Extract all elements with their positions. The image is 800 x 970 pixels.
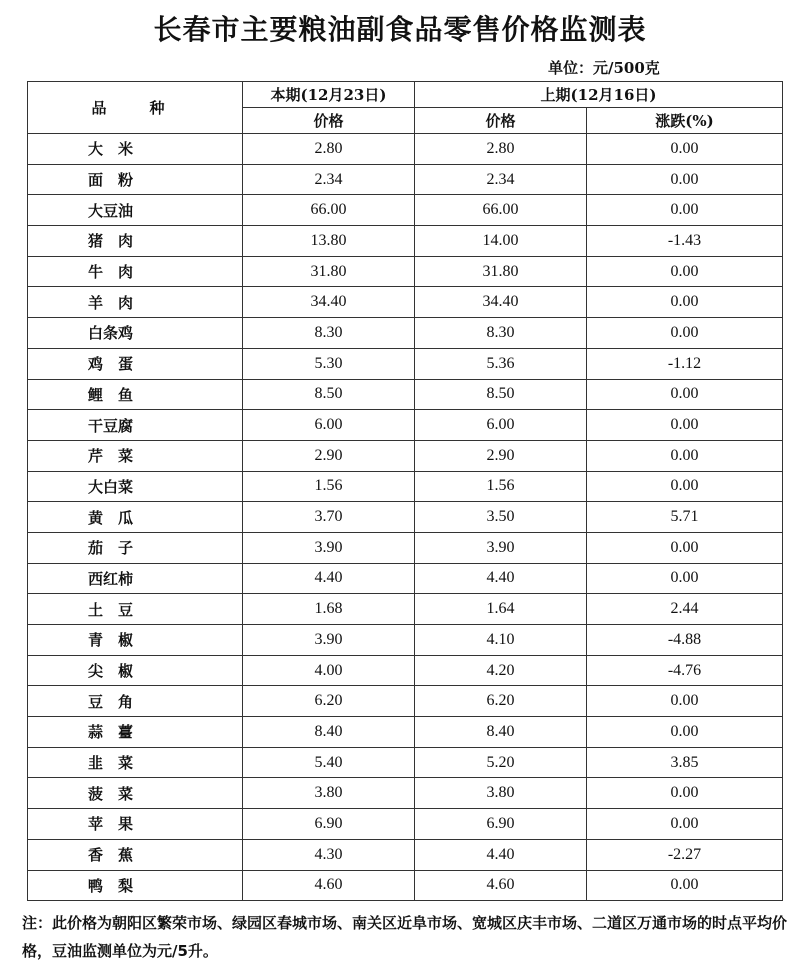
change-percent-cell: 0.00 (587, 379, 783, 410)
change-percent-cell: -1.12 (587, 348, 783, 379)
previous-price-cell: 31.80 (415, 256, 587, 287)
item-column-header: 品 种 (28, 82, 243, 134)
change-percent-cell: 0.00 (587, 440, 783, 471)
change-percent-cell: 0.00 (587, 717, 783, 748)
previous-price-cell: 2.34 (415, 164, 587, 195)
change-percent-cell: 5.71 (587, 502, 783, 533)
table-row (28, 195, 783, 226)
previous-price-cell: 5.20 (415, 747, 587, 778)
current-price-cell: 6.00 (243, 410, 415, 441)
previous-price-cell: 4.40 (415, 839, 587, 870)
item-name-cell: 黄 瓜 (28, 502, 243, 533)
item-name-cell: 香 蕉 (28, 839, 243, 870)
current-price-cell: 13.80 (243, 226, 415, 257)
table-row (28, 440, 783, 471)
current-price-cell: 3.80 (243, 778, 415, 809)
change-percent-cell: 2.44 (587, 594, 783, 625)
current-price-cell: 5.40 (243, 747, 415, 778)
item-name-cell: 干豆腐 (28, 410, 243, 441)
item-name-cell: 白条鸡 (28, 318, 243, 349)
current-price-header: 价格 (243, 108, 415, 134)
item-name-cell: 苹 果 (28, 809, 243, 840)
change-percent-cell: 0.00 (587, 410, 783, 441)
table-row (28, 226, 783, 257)
previous-price-cell: 3.90 (415, 532, 587, 563)
current-price-cell: 5.30 (243, 348, 415, 379)
previous-price-cell: 2.80 (415, 134, 587, 165)
table-row (28, 410, 783, 441)
previous-price-cell: 3.80 (415, 778, 587, 809)
table-row (28, 471, 783, 502)
item-name-cell: 西红柿 (28, 563, 243, 594)
previous-price-cell: 1.56 (415, 471, 587, 502)
current-price-cell: 6.90 (243, 809, 415, 840)
item-name-cell: 牛 肉 (28, 256, 243, 287)
table-row (28, 379, 783, 410)
previous-price-header: 价格 (415, 108, 587, 134)
table-row (28, 717, 783, 748)
current-price-cell: 4.30 (243, 839, 415, 870)
current-price-cell: 31.80 (243, 256, 415, 287)
previous-price-cell: 4.10 (415, 625, 587, 656)
change-header: 涨跌(%) (587, 108, 783, 134)
item-name-cell: 尖 椒 (28, 655, 243, 686)
current-price-cell: 4.40 (243, 563, 415, 594)
previous-price-cell: 1.64 (415, 594, 587, 625)
previous-period-header: 上期(12月16日) (415, 82, 783, 108)
table-row (28, 563, 783, 594)
change-percent-cell: -4.88 (587, 625, 783, 656)
table-body (28, 134, 783, 901)
unit-label: 单位：元/500克 (548, 59, 660, 77)
table-row (28, 809, 783, 840)
item-name-cell: 豆 角 (28, 686, 243, 717)
table-row (28, 839, 783, 870)
change-percent-cell: 0.00 (587, 471, 783, 502)
table-row (28, 870, 783, 901)
item-name-cell: 大白菜 (28, 471, 243, 502)
item-name-cell: 茄 子 (28, 532, 243, 563)
price-table (27, 81, 783, 901)
change-percent-cell: 0.00 (587, 686, 783, 717)
item-name-cell: 菠 菜 (28, 778, 243, 809)
previous-price-cell: 2.90 (415, 440, 587, 471)
item-name-cell: 大豆油 (28, 195, 243, 226)
current-price-cell: 1.68 (243, 594, 415, 625)
item-name-cell: 青 椒 (28, 625, 243, 656)
item-name-cell: 土 豆 (28, 594, 243, 625)
current-price-cell: 6.20 (243, 686, 415, 717)
change-percent-cell: -2.27 (587, 839, 783, 870)
change-percent-cell: 0.00 (587, 256, 783, 287)
current-price-cell: 8.30 (243, 318, 415, 349)
change-percent-cell: 0.00 (587, 318, 783, 349)
change-percent-cell: 0.00 (587, 563, 783, 594)
table-row (28, 134, 783, 165)
change-percent-cell: 0.00 (587, 778, 783, 809)
change-percent-cell: -4.76 (587, 655, 783, 686)
table-row (28, 256, 783, 287)
table-row (28, 318, 783, 349)
table-row (28, 532, 783, 563)
current-price-cell: 4.00 (243, 655, 415, 686)
item-name-cell: 韭 菜 (28, 747, 243, 778)
previous-price-cell: 5.36 (415, 348, 587, 379)
current-price-cell: 3.70 (243, 502, 415, 533)
previous-price-cell: 4.20 (415, 655, 587, 686)
change-percent-cell: 0.00 (587, 195, 783, 226)
table-row (28, 164, 783, 195)
previous-price-cell: 4.40 (415, 563, 587, 594)
table-row (28, 625, 783, 656)
table-row (28, 747, 783, 778)
current-price-cell: 2.80 (243, 134, 415, 165)
table-row (28, 686, 783, 717)
table-row (28, 287, 783, 318)
item-name-cell: 猪 肉 (28, 226, 243, 257)
previous-price-cell: 4.60 (415, 870, 587, 901)
previous-price-cell: 8.40 (415, 717, 587, 748)
table-row (28, 502, 783, 533)
current-price-cell: 8.50 (243, 379, 415, 410)
current-price-cell: 3.90 (243, 532, 415, 563)
change-percent-cell: 0.00 (587, 164, 783, 195)
current-price-cell: 3.90 (243, 625, 415, 656)
change-percent-cell: 0.00 (587, 532, 783, 563)
change-percent-cell: 0.00 (587, 809, 783, 840)
change-percent-cell: 0.00 (587, 134, 783, 165)
item-name-cell: 芹 菜 (28, 440, 243, 471)
item-name-cell: 鸭 梨 (28, 870, 243, 901)
change-percent-cell: 0.00 (587, 287, 783, 318)
table-row (28, 655, 783, 686)
previous-price-cell: 6.00 (415, 410, 587, 441)
item-name-cell: 鲤 鱼 (28, 379, 243, 410)
previous-price-cell: 6.20 (415, 686, 587, 717)
item-name-cell: 面 粉 (28, 164, 243, 195)
item-name-cell: 蒜 薹 (28, 717, 243, 748)
current-price-cell: 4.60 (243, 870, 415, 901)
change-percent-cell: 0.00 (587, 870, 783, 901)
current-price-cell: 1.56 (243, 471, 415, 502)
current-price-cell: 8.40 (243, 717, 415, 748)
previous-price-cell: 34.40 (415, 287, 587, 318)
previous-price-cell: 3.50 (415, 502, 587, 533)
current-price-cell: 66.00 (243, 195, 415, 226)
table-header (28, 82, 783, 134)
item-name-cell: 大 米 (28, 134, 243, 165)
document-title: 长春市主要粮油副食品零售价格监测表 (153, 13, 647, 46)
footnote: 注：此价格为朝阳区繁荣市场、绿园区春城市场、南关区近阜市场、宽城区庆丰市场、二道区万通市场的时点平均价格，豆油监测单位为元/5升。 (22, 914, 788, 960)
previous-price-cell: 66.00 (415, 195, 587, 226)
previous-price-cell: 6.90 (415, 809, 587, 840)
current-period-header: 本期(12月23日) (243, 82, 415, 108)
current-price-cell: 2.34 (243, 164, 415, 195)
previous-price-cell: 8.50 (415, 379, 587, 410)
current-price-cell: 34.40 (243, 287, 415, 318)
table-row (28, 348, 783, 379)
current-price-cell: 2.90 (243, 440, 415, 471)
previous-price-cell: 14.00 (415, 226, 587, 257)
table-row (28, 778, 783, 809)
item-name-cell: 鸡 蛋 (28, 348, 243, 379)
table-row (28, 594, 783, 625)
change-percent-cell: -1.43 (587, 226, 783, 257)
item-name-cell: 羊 肉 (28, 287, 243, 318)
change-percent-cell: 3.85 (587, 747, 783, 778)
previous-price-cell: 8.30 (415, 318, 587, 349)
header-row-periods (28, 82, 783, 108)
